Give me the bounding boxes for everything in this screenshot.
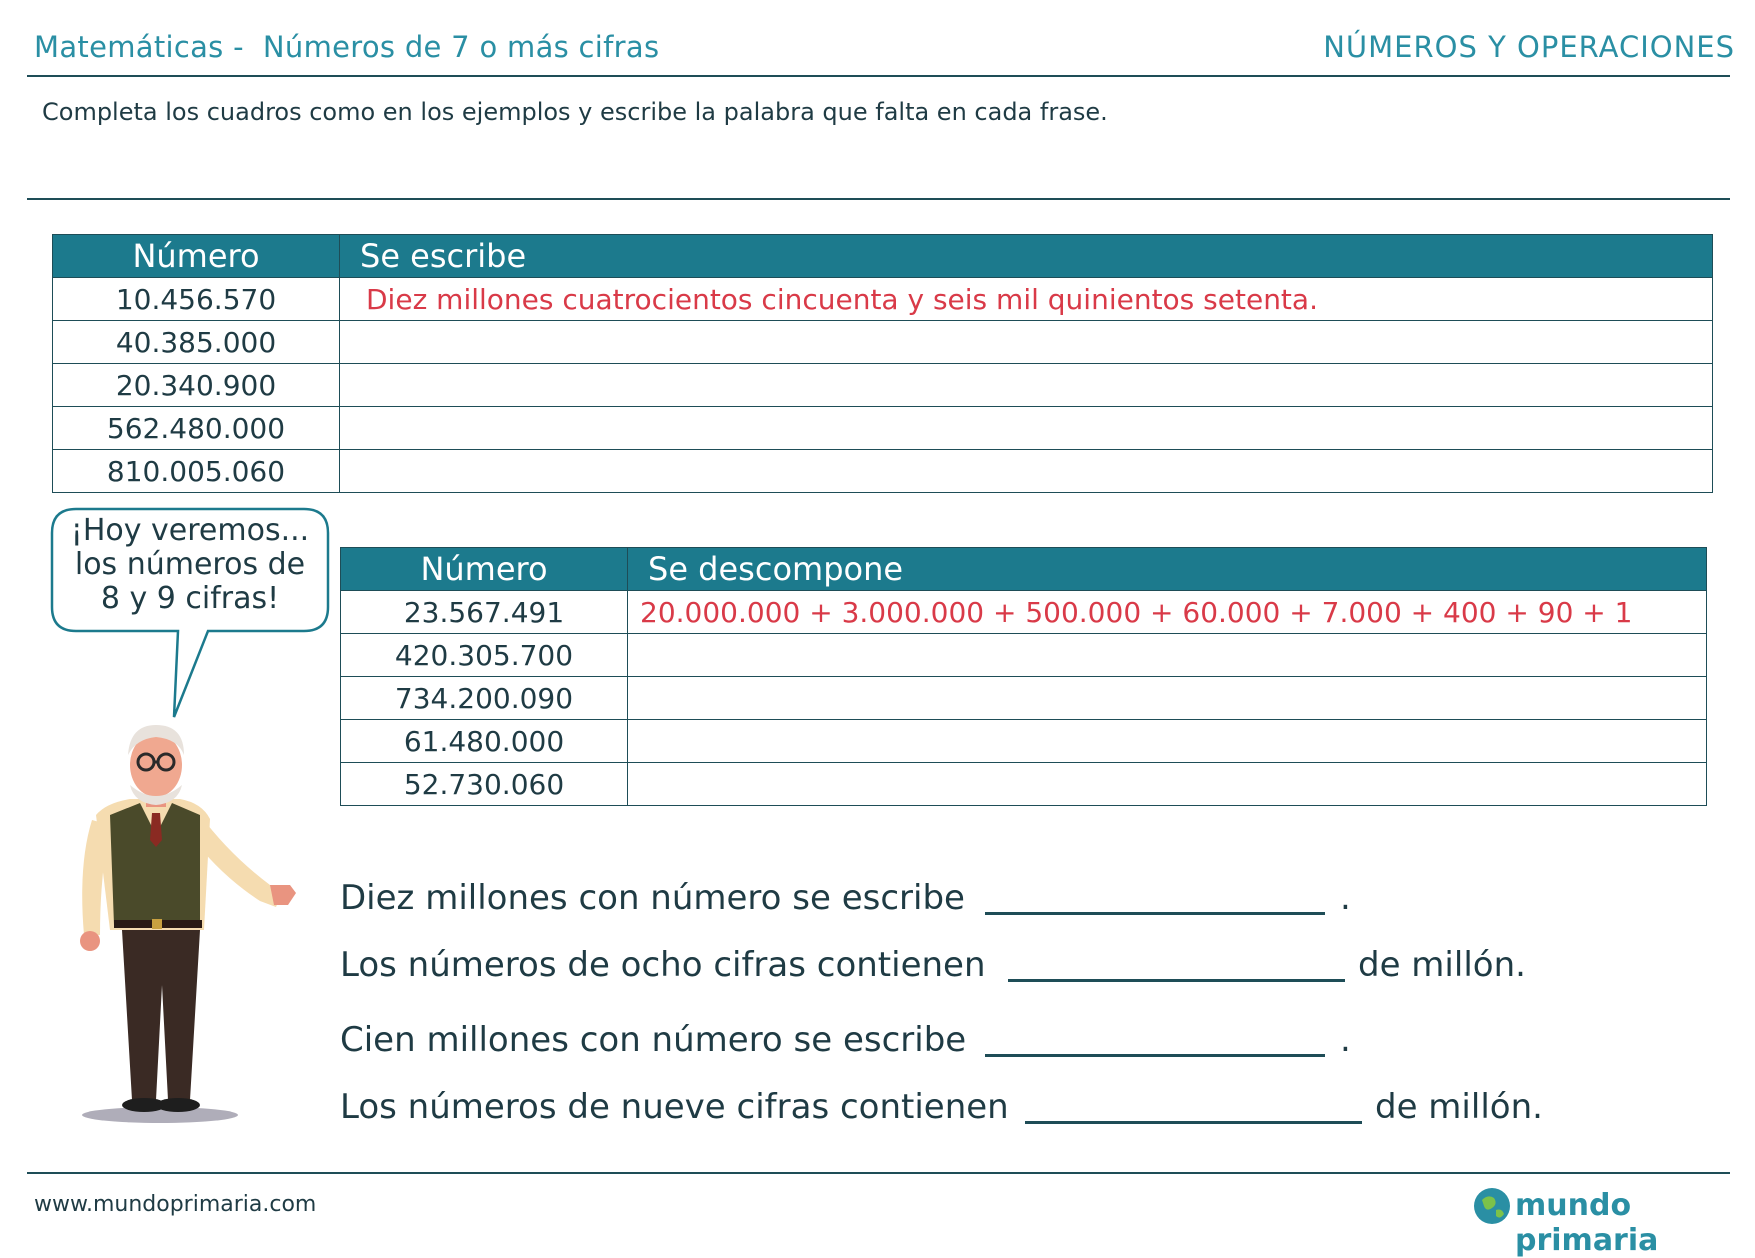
written-answer-cell[interactable] bbox=[340, 364, 1713, 407]
speech-bubble-text bbox=[50, 514, 330, 616]
teacher-illustration bbox=[70, 715, 310, 1125]
table-row bbox=[341, 763, 1707, 806]
answer-blank-4[interactable] bbox=[1025, 1121, 1362, 1124]
brand-logo: mundo primaria bbox=[1515, 1188, 1659, 1258]
decompose-numbers-table bbox=[340, 547, 1707, 806]
decompose-answer-cell[interactable] bbox=[628, 677, 1707, 720]
number-cell: 40.385.000 bbox=[53, 321, 340, 364]
decompose-answer-cell[interactable] bbox=[628, 720, 1707, 763]
written-answer-cell[interactable] bbox=[340, 321, 1713, 364]
table-row bbox=[341, 720, 1707, 763]
worksheet-subject: Matemáticas - Números de 7 o más cifras bbox=[34, 30, 660, 64]
sentence-3-suffix: . bbox=[1340, 1020, 1351, 1060]
number-cell: 20.340.900 bbox=[53, 364, 340, 407]
table-row bbox=[341, 591, 1707, 634]
instruction-text: Completa los cuadros como en los ejemplos y escribe la palabra que falta en cada frase. bbox=[42, 98, 1108, 126]
header-divider bbox=[27, 75, 1730, 77]
number-cell: 810.005.060 bbox=[53, 450, 340, 493]
decompose-answer-cell[interactable] bbox=[628, 634, 1707, 677]
bubble-line: 8 y 9 cifras! bbox=[100, 581, 280, 616]
table-row bbox=[53, 278, 1713, 321]
bubble-line: ¡Hoy veremos... bbox=[70, 513, 310, 548]
sentence-4: Los números de nueve cifras contienen bbox=[340, 1087, 1009, 1127]
number-cell: 61.480.000 bbox=[341, 720, 628, 763]
written-answer-cell[interactable] bbox=[340, 450, 1713, 493]
column-header-number: Número bbox=[53, 235, 340, 278]
column-header-number: Número bbox=[341, 548, 628, 591]
answer-blank-2[interactable] bbox=[1008, 979, 1345, 982]
bubble-line: los números de bbox=[74, 547, 306, 582]
table-row bbox=[341, 634, 1707, 677]
table-row bbox=[53, 364, 1713, 407]
answer-blank-1[interactable] bbox=[985, 912, 1325, 915]
sentence-1: Diez millones con número se escribe bbox=[340, 878, 965, 918]
sentence-4-suffix: de millón. bbox=[1375, 1087, 1543, 1127]
sentence-1-suffix: . bbox=[1340, 878, 1351, 918]
number-cell: 734.200.090 bbox=[341, 677, 628, 720]
table-header-row bbox=[341, 548, 1707, 591]
number-cell: 10.456.570 bbox=[53, 278, 340, 321]
instruction-divider bbox=[27, 198, 1730, 200]
written-numbers-table bbox=[52, 234, 1713, 493]
decompose-answer-cell[interactable] bbox=[628, 763, 1707, 806]
sentence-3: Cien millones con número se escribe bbox=[340, 1020, 967, 1060]
written-example-cell: Diez millones cuatrocientos cincuenta y seis mil quinientos setenta. bbox=[340, 278, 1713, 321]
footer-divider bbox=[27, 1172, 1730, 1174]
number-cell: 420.305.700 bbox=[341, 634, 628, 677]
sentence-2: Los números de ocho cifras contienen bbox=[340, 945, 986, 985]
decompose-example-cell: 20.000.000 + 3.000.000 + 500.000 + 60.000 + 7.000 + 400 + 90 + 1 bbox=[628, 591, 1707, 634]
column-header-decompose: Se descompone bbox=[628, 548, 1707, 591]
table-row bbox=[53, 407, 1713, 450]
table-row bbox=[53, 321, 1713, 364]
table-row bbox=[341, 677, 1707, 720]
sentence-2-suffix: de millón. bbox=[1358, 945, 1526, 985]
written-answer-cell[interactable] bbox=[340, 407, 1713, 450]
table-header-row bbox=[53, 235, 1713, 278]
number-cell: 52.730.060 bbox=[341, 763, 628, 806]
number-cell: 562.480.000 bbox=[53, 407, 340, 450]
footer-url[interactable]: www.mundoprimaria.com bbox=[34, 1192, 317, 1217]
column-header-written: Se escribe bbox=[340, 235, 1713, 278]
worksheet-category: NÚMEROS Y OPERACIONES bbox=[1323, 30, 1735, 64]
answer-blank-3[interactable] bbox=[985, 1054, 1325, 1057]
table-row bbox=[53, 450, 1713, 493]
globe-logo-icon bbox=[1472, 1186, 1512, 1226]
number-cell: 23.567.491 bbox=[341, 591, 628, 634]
